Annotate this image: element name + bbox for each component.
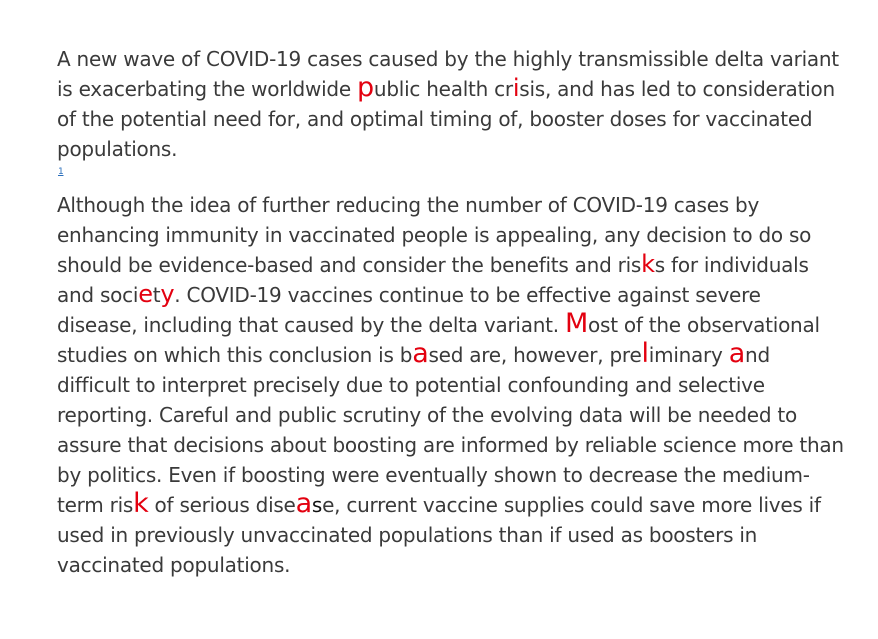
text-segment: t	[152, 283, 161, 307]
text-segment: A new wave of COVID-19 cases caused by the highly transmissible delta variant is exacerbating the worldwide	[57, 47, 839, 101]
text-segment: sis, and has led to consideration of the potential need for, and optimal timing of, booster doses for vaccinated populations.	[57, 77, 835, 161]
highlighted-letter: i	[512, 74, 520, 102]
article-text	[57, 44, 847, 580]
text-segment: nd difficult to interpret precisely due to potential confounding and selective reporting. Careful and public scrutiny of the evolving data will be needed to assure that decisions about boosting are informed by reliable science more than by politics. Even if boosting were eventually shown to decrease the medium-term ris	[57, 343, 844, 517]
highlighted-letter: k	[133, 488, 149, 519]
paragraph-2	[57, 190, 847, 580]
emphasized-letter: s	[311, 493, 323, 517]
paragraph-1	[57, 44, 847, 164]
highlighted-letter: e	[138, 280, 153, 308]
footnote-link[interactable]: 1	[58, 167, 64, 177]
text-segment: Although the idea of further reducing the number of COVID-19 cases by enhancing immunity in vaccinated people is appealing, any decision to do so should be evidence-based and consider the benefits and ris	[57, 193, 812, 277]
text-segment: . COVID-19 vaccines continue to be effective against severe disease, including that caused by the delta variant.	[57, 283, 761, 337]
highlighted-letter: l	[641, 338, 649, 369]
text-segment: ublic health cr	[373, 77, 513, 101]
text-segment: iminary	[648, 343, 729, 367]
text-segment: of serious dise	[148, 493, 296, 517]
highlighted-letter: M	[564, 308, 589, 339]
highlighted-letter: a	[295, 488, 312, 519]
text-segment: s for individuals and soci	[57, 253, 809, 307]
highlighted-letter: p	[357, 72, 374, 103]
text-segment: e, current vaccine supplies could save more lives if used in previously unvaccinated populations than if used as boosters in vaccinated populations.	[57, 493, 821, 577]
text-segment: sed are, however, pre	[428, 343, 642, 367]
highlighted-letter: a	[728, 338, 746, 369]
highlighted-letter: a	[412, 338, 429, 369]
highlighted-letter: y	[160, 280, 175, 308]
highlighted-letter: k	[641, 250, 655, 278]
text-segment: ost of the observational studies on which this conclusion is b	[57, 313, 820, 367]
